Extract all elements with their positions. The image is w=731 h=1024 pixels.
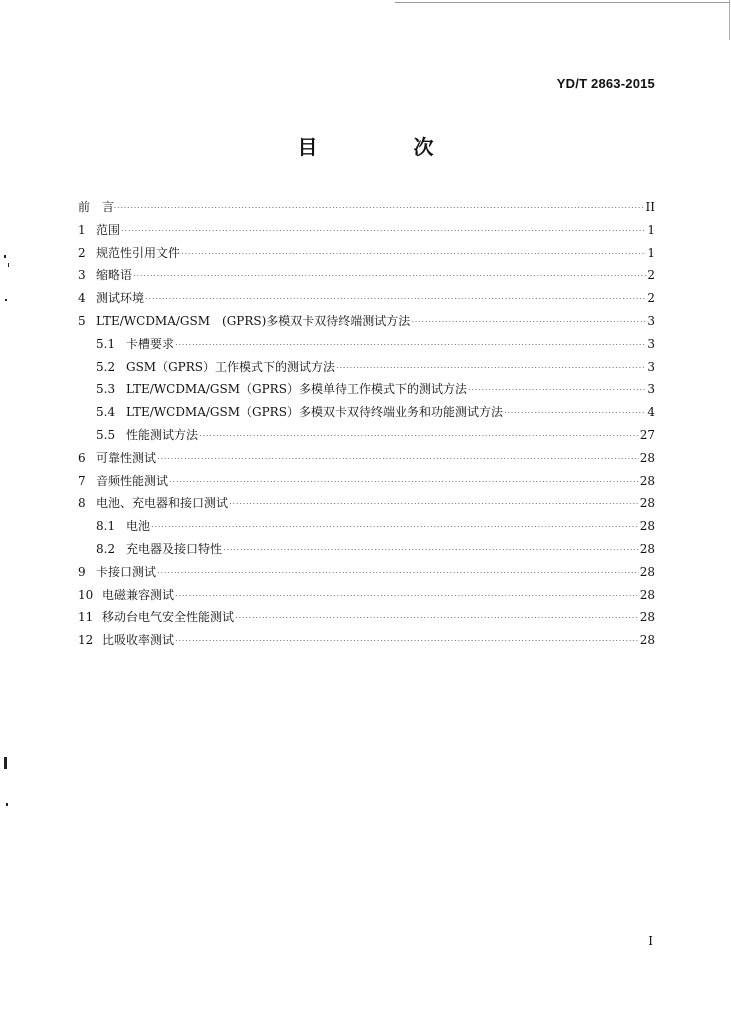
toc-leader-dots xyxy=(121,219,646,231)
toc-entry xyxy=(78,401,655,424)
toc-leader-dots xyxy=(235,606,639,618)
toc-leader-dots xyxy=(504,401,646,413)
toc-entry-title: 移动台电气安全性能测试 xyxy=(102,610,235,625)
toc-entry-page: 2 xyxy=(647,291,655,306)
toc-leader-dots xyxy=(169,470,639,482)
scan-speck xyxy=(4,255,6,258)
toc-entry-page: 28 xyxy=(639,519,655,534)
toc-leader-dots xyxy=(223,538,639,550)
scan-speck xyxy=(4,757,7,769)
toc-entry-page: 28 xyxy=(639,473,655,488)
toc-entry-number: 11 xyxy=(78,610,94,625)
toc-leader-dots xyxy=(175,584,639,596)
toc-leader-dots xyxy=(199,424,639,436)
toc-entry-page: 27 xyxy=(639,427,655,442)
table-of-contents xyxy=(78,196,655,652)
toc-entry-number: 4 xyxy=(78,291,86,306)
toc-leader-dots xyxy=(411,310,646,322)
toc-entry-number: 3 xyxy=(78,268,86,283)
toc-entry-title: 充电器及接口特性 xyxy=(126,541,223,556)
toc-entry-page: 4 xyxy=(647,405,655,420)
toc-entry-number: 5.1 xyxy=(96,336,116,351)
page-number: I xyxy=(648,934,653,948)
toc-entry xyxy=(78,264,655,287)
toc-entry xyxy=(78,470,655,493)
toc-entry-title: 测试环境 xyxy=(96,291,145,306)
toc-entry-number: 8.2 xyxy=(96,541,116,556)
toc-entry xyxy=(78,584,655,607)
toc-entry xyxy=(78,287,655,310)
toc-entry-page: 28 xyxy=(639,450,655,465)
toc-entry-page: 3 xyxy=(647,359,655,374)
toc-leader-dots xyxy=(336,356,646,368)
toc-entry-title: LTE/WCDMA/GSM（GPRS）多模单待工作模式下的测试方法 xyxy=(126,382,467,397)
toc-entry-number: 5.4 xyxy=(96,405,116,420)
toc-entry-title: 卡接口测试 xyxy=(96,564,157,579)
toc-entry xyxy=(78,219,655,242)
toc-entry-page: 3 xyxy=(647,313,655,328)
toc-entry xyxy=(78,196,655,219)
scan-speck xyxy=(8,263,9,267)
toc-entry-number: 8 xyxy=(78,496,86,511)
toc-leader-dots xyxy=(229,492,639,504)
toc-entry-page: II xyxy=(645,200,655,214)
scan-speck xyxy=(6,803,8,806)
toc-entry-number: 6 xyxy=(78,450,86,465)
toc-entry-page: 28 xyxy=(639,610,655,625)
toc-entry-number: 5.5 xyxy=(96,427,116,442)
toc-entry-page: 28 xyxy=(639,541,655,556)
scan-edge-top xyxy=(395,2,730,3)
toc-entry-page: 1 xyxy=(647,222,655,237)
toc-leader-dots xyxy=(175,629,639,641)
toc-entry-number: 8.1 xyxy=(96,519,116,534)
toc-entry-number: 2 xyxy=(78,245,86,260)
toc-entry xyxy=(78,561,655,584)
toc-entry xyxy=(78,515,655,538)
toc-entry-page: 3 xyxy=(647,336,655,351)
toc-entry xyxy=(78,606,655,629)
toc-entry xyxy=(78,356,655,379)
toc-entry xyxy=(78,310,655,333)
toc-leader-dots xyxy=(133,264,646,276)
toc-entry-number: 9 xyxy=(78,564,86,579)
toc-entry-title: 电磁兼容测试 xyxy=(102,587,175,602)
toc-entry-number: 10 xyxy=(78,587,94,602)
toc-entry-title: 可靠性测试 xyxy=(96,450,157,465)
toc-entry-number: 1 xyxy=(78,222,86,237)
toc-entry xyxy=(78,492,655,515)
toc-entry-page: 1 xyxy=(647,245,655,260)
toc-entry xyxy=(78,629,655,652)
toc-entry-page: 3 xyxy=(647,382,655,397)
toc-entry-page: 28 xyxy=(639,496,655,511)
toc-leader-dots xyxy=(175,333,646,345)
toc-entry-title: 范围 xyxy=(96,222,121,237)
toc-entry-page: 28 xyxy=(639,564,655,579)
toc-entry-number: 前 言 xyxy=(78,200,115,214)
toc-entry-number: 7 xyxy=(78,473,86,488)
toc-entry-number: 5.2 xyxy=(96,359,116,374)
toc-entry-title: GSM（GPRS）工作模式下的测试方法 xyxy=(126,359,336,374)
toc-leader-dots xyxy=(145,287,646,299)
toc-entry-page: 28 xyxy=(639,633,655,648)
toc-leader-dots xyxy=(110,196,644,208)
scan-speck xyxy=(5,299,7,301)
toc-entry-number: 5 xyxy=(78,313,86,328)
standard-code: YD/T 2863-2015 xyxy=(556,76,655,91)
toc-entry-number: 12 xyxy=(78,633,94,648)
toc-entry xyxy=(78,424,655,447)
toc-entry-title: 电池 xyxy=(126,519,151,534)
toc-entry-title: 音频性能测试 xyxy=(96,473,169,488)
toc-entry-title: 卡槽要求 xyxy=(126,336,175,351)
toc-title: 目 次 xyxy=(297,135,472,159)
toc-entry xyxy=(78,333,655,356)
toc-entry-title: 性能测试方法 xyxy=(126,427,199,442)
toc-entry-title: 比吸收率测试 xyxy=(102,633,175,648)
toc-leader-dots xyxy=(157,561,639,573)
toc-leader-dots xyxy=(468,378,646,390)
toc-entry xyxy=(78,378,655,401)
scan-edge-right xyxy=(729,0,730,40)
toc-entry-title: 缩略语 xyxy=(96,268,133,283)
toc-entry-title: LTE/WCDMA/GSM（GPRS）多模双卡双待终端业务和功能测试方法 xyxy=(126,405,503,420)
toc-entry xyxy=(78,447,655,470)
toc-leader-dots xyxy=(151,515,639,527)
toc-leader-dots xyxy=(157,447,639,459)
toc-entry-title: LTE/WCDMA/GSM (GPRS)多模双卡双待终端测试方法 xyxy=(96,313,411,328)
toc-entry xyxy=(78,242,655,265)
toc-entry-title: 规范性引用文件 xyxy=(96,245,181,260)
toc-entry xyxy=(78,538,655,561)
toc-entry-page: 28 xyxy=(639,587,655,602)
toc-entry-page: 2 xyxy=(647,268,655,283)
toc-entry-number: 5.3 xyxy=(96,382,116,397)
toc-leader-dots xyxy=(181,242,646,254)
toc-entry-title: 电池、充电器和接口测试 xyxy=(96,496,229,511)
